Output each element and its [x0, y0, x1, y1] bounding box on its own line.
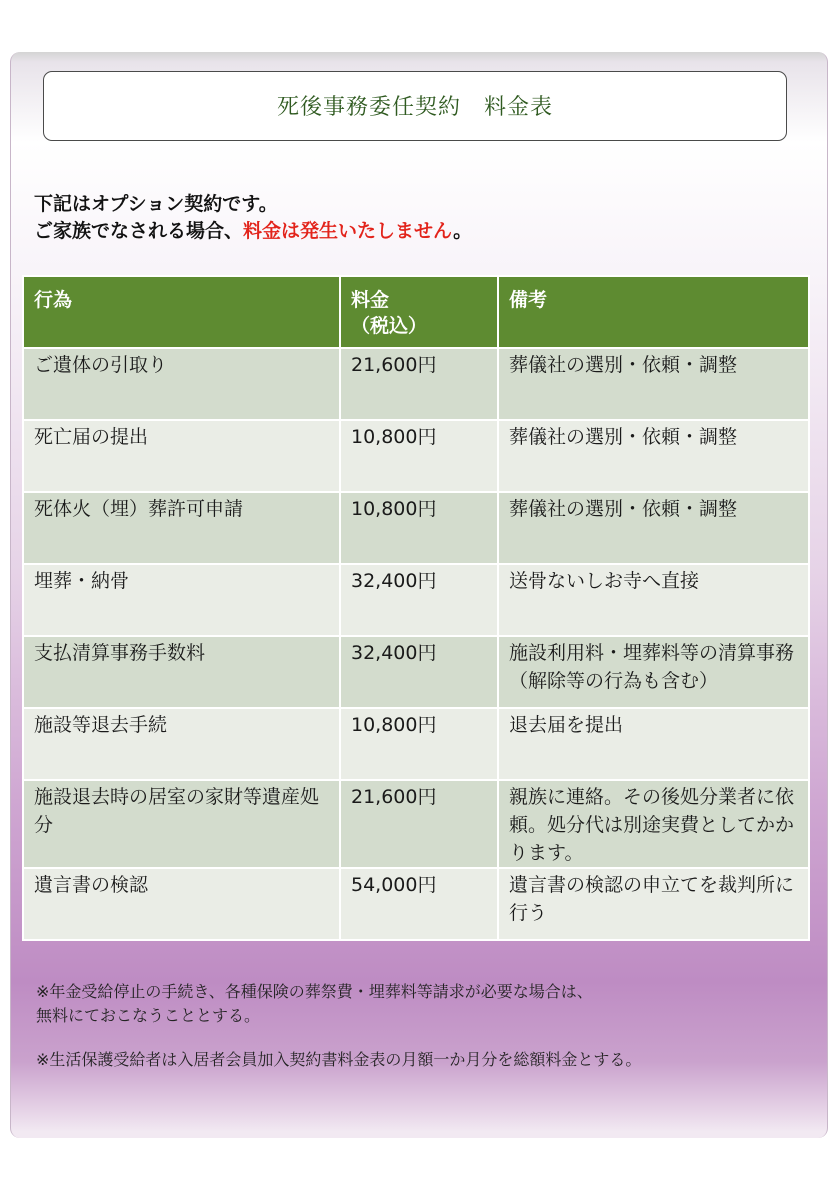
header-act: 行為: [23, 276, 340, 348]
cell-fee: 32,400円: [340, 564, 498, 636]
page-title: 死後事務委任契約 料金表: [276, 95, 553, 120]
cell-act: 遺言書の検認: [23, 868, 340, 940]
note-pension: [36, 980, 641, 1028]
cell-act: 施設等退去手続: [23, 708, 340, 780]
cell-act: 死体火（埋）葬許可申請: [23, 492, 340, 564]
cell-fee: 21,600円: [340, 348, 498, 420]
cell-fee: 10,800円: [340, 708, 498, 780]
cell-fee: 32,400円: [340, 636, 498, 708]
intro-text: [34, 191, 472, 245]
fee-table: [22, 275, 810, 941]
cell-remarks: 送骨ないしお寺へ直接: [498, 564, 809, 636]
cell-fee: 10,800円: [340, 420, 498, 492]
header-remarks: 備考: [498, 276, 809, 348]
cell-fee: 21,600円: [340, 780, 498, 868]
cell-remarks: 退去届を提出: [498, 708, 809, 780]
intro-line-1: 下記はオプション契約です。: [34, 193, 278, 215]
cell-remarks: 葬儀社の選別・依頼・調整: [498, 348, 809, 420]
title-box: [43, 71, 787, 141]
intro-line-2-suffix: 。: [453, 220, 473, 242]
note-pension-line-1: ※年金受給停止の手続き、各種保険の葬祭費・埋葬料等請求が必要な場合は、: [36, 982, 593, 1001]
table-row: [23, 708, 809, 780]
note-pension-line-2: 無料にておこなうこととする。: [36, 1006, 261, 1025]
cell-act: 死亡届の提出: [23, 420, 340, 492]
cell-remarks: 葬儀社の選別・依頼・調整: [498, 420, 809, 492]
cell-act: 施設退去時の居室の家財等遺産処分: [23, 780, 340, 868]
cell-act: ご遺体の引取り: [23, 348, 340, 420]
table-header-row: [23, 276, 809, 348]
cell-act: 埋葬・納骨: [23, 564, 340, 636]
table-row: [23, 492, 809, 564]
cell-act: 支払清算事務手数料: [23, 636, 340, 708]
cell-fee: 54,000円: [340, 868, 498, 940]
header-fee-line-2: （税込）: [351, 315, 428, 337]
table-row: [23, 564, 809, 636]
header-fee-line-1: 料金: [351, 289, 390, 311]
table-row: [23, 780, 809, 868]
note-welfare: ※生活保護受給者は入居者会員加入契約書料金表の月額一か月分を総額料金とする。: [36, 1050, 642, 1069]
table-row: [23, 420, 809, 492]
intro-line-2-prefix: ご家族でなされる場合、: [34, 220, 244, 242]
cell-remarks: 施設利用料・埋葬料等の清算事務（解除等の行為も含む）: [498, 636, 809, 708]
table-row: [23, 636, 809, 708]
cell-remarks: 親族に連絡。その後処分業者に依頼。処分代は別途実費としてかかります。: [498, 780, 809, 868]
header-fee: [340, 276, 498, 348]
intro-free-highlight: 料金は発生いたしません: [243, 220, 454, 242]
table-row: [23, 868, 809, 940]
table-row: [23, 348, 809, 420]
cell-remarks: 葬儀社の選別・依頼・調整: [498, 492, 809, 564]
cell-remarks: 遺言書の検認の申立てを裁判所に行う: [498, 868, 809, 940]
intro-line-2: [34, 218, 472, 245]
notes-section: [36, 980, 641, 1092]
cell-fee: 10,800円: [340, 492, 498, 564]
